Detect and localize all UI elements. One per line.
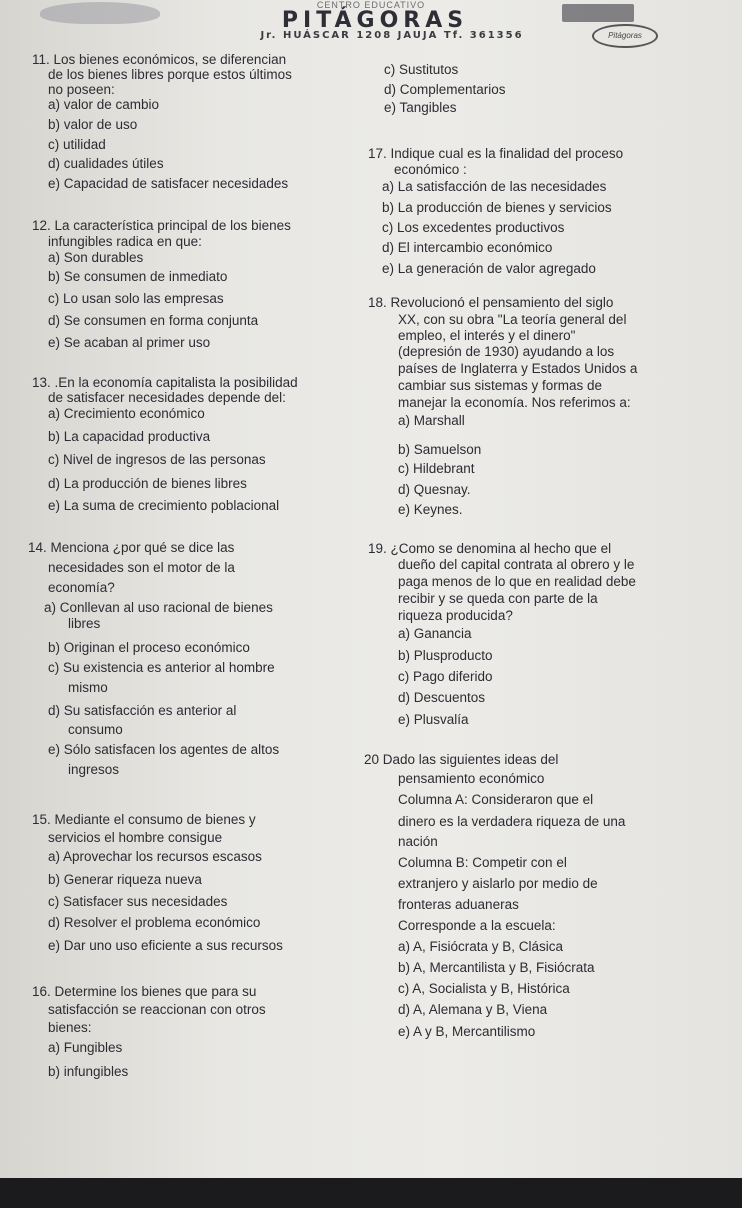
question-text-line: Columna A: Consideraron que el [398, 792, 594, 807]
answer-option: a) Son durables [48, 250, 144, 265]
question-text-line: económico : [394, 162, 467, 177]
answer-option: e) Sólo satisfacen los agentes de altos [48, 742, 280, 757]
question-text-line: satisfacción se reaccionan con otros [48, 1002, 266, 1017]
answer-option: a) Conllevan al uso racional de bienes [44, 600, 273, 615]
answer-option: b) La capacidad productiva [48, 429, 211, 444]
answer-option: b) Samuelson [398, 442, 482, 457]
answer-option: c) Sustitutos [384, 62, 459, 77]
answer-option: c) A, Socialista y B, Histórica [398, 981, 570, 996]
photo-bottom-edge [0, 1178, 742, 1208]
answer-option: e) Se acaban al primer uso [48, 335, 211, 350]
answer-option: c) Hildebrant [398, 461, 475, 476]
question-text-line: 19. ¿Como se denomina al hecho que el [368, 541, 612, 556]
question-text-line: bienes: [48, 1020, 92, 1035]
answer-option: d) La producción de bienes libres [48, 476, 247, 491]
answer-option: libres [68, 616, 101, 631]
question-text-line: dinero es la verdadera riqueza de una [398, 814, 626, 829]
question-text-line: infungibles radica en que: [48, 234, 202, 249]
answer-option: d) Quesnay. [398, 482, 471, 497]
question-text-line: Corresponde a la escuela: [398, 918, 556, 933]
answer-option: e) Capacidad de satisfacer necesidades [48, 176, 289, 191]
school-address: Jr. HUÁSCAR 1208 JAUJA Tf. 361356 [260, 30, 524, 41]
answer-option: a) Fungibles [48, 1040, 123, 1055]
question-text-line: XX, con su obra "La teoría general del [398, 312, 627, 327]
school-title: PITÁGORAS [281, 8, 469, 33]
answer-option: d) cualidades útiles [48, 156, 164, 171]
header-banner: CENTRO EDUCATIVO [316, 0, 426, 10]
question-text-line: 20 Dado las siguientes ideas del [364, 752, 559, 767]
answer-option: d) Su satisfacción es anterior al [48, 703, 237, 718]
answer-option: mismo [68, 680, 108, 695]
answer-option: c) Pago diferido [398, 669, 493, 684]
answer-option: d) Se consumen en forma conjunta [48, 313, 259, 328]
answer-option: a) A, Fisiócrata y B, Clásica [398, 939, 564, 954]
question-text-line: 18. Revolucionó el pensamiento del siglo [368, 295, 614, 310]
question-text-line: servicios el hombre consigue [48, 830, 223, 845]
question-text-line: riqueza producida? [398, 608, 513, 623]
answer-option: e) La suma de crecimiento poblacional [48, 498, 280, 513]
answer-option: b) A, Mercantilista y B, Fisiócrata [398, 960, 595, 975]
question-text-line: paga menos de lo que en realidad debe [398, 574, 636, 589]
answer-option: a) Crecimiento económico [48, 406, 205, 421]
answer-option: b) Generar riqueza nueva [48, 872, 202, 887]
answer-option: d) El intercambio económico [382, 240, 553, 255]
answer-option: a) Ganancia [398, 626, 472, 641]
answer-option: e) La generación de valor agregado [382, 261, 596, 276]
answer-option: consumo [68, 722, 123, 737]
question-text-line: 12. La característica principal de los bienes [32, 218, 291, 233]
question-text-line: fronteras aduaneras [398, 897, 519, 912]
answer-option: b) Se consumen de inmediato [48, 269, 228, 284]
school-seal: Pitágoras [592, 24, 658, 48]
question-text-line: 13. .En la economía capitalista la posibilidad [32, 375, 298, 390]
answer-option: e) Keynes. [398, 502, 463, 517]
question-text-line: Columna B: Competir con el [398, 855, 567, 870]
answer-option: d) A, Alemana y B, Viena [398, 1002, 548, 1017]
answer-option: b) Plusproducto [398, 648, 493, 663]
question-text-line: necesidades son el motor de la [48, 560, 235, 575]
question-text-line: 16. Determine los bienes que para su [32, 984, 257, 999]
answer-option: b) infungibles [48, 1064, 129, 1079]
answer-option: d) Descuentos [398, 690, 486, 705]
answer-option: a) Marshall [398, 413, 465, 428]
answer-option: e) A y B, Mercantilismo [398, 1024, 536, 1039]
question-text-line: nación [398, 834, 438, 849]
answer-option: c) utilidad [48, 137, 106, 152]
question-text-line: recibir y se queda con parte de la [398, 591, 598, 606]
answer-option: c) Satisfacer sus necesidades [48, 894, 228, 909]
answer-option: c) Su existencia es anterior al hombre [48, 660, 275, 675]
answer-option: d) Resolver el problema económico [48, 915, 261, 930]
answer-option: a) Aprovechar los recursos escasos [48, 849, 262, 864]
question-text-line: de los bienes libres porque estos últimos [48, 67, 292, 82]
answer-option: b) La producción de bienes y servicios [382, 200, 612, 215]
answer-option: b) Originan el proceso económico [48, 640, 250, 655]
answer-option: e) Dar uno uso eficiente a sus recursos [48, 938, 283, 953]
question-text-line: países de Inglaterra y Estados Unidos a [398, 361, 638, 376]
question-text-line: de satisfacer necesidades depende del: [48, 390, 286, 405]
question-text-line: 11. Los bienes económicos, se diferencian [32, 52, 287, 67]
question-text-line: 14. Menciona ¿por qué se dice las [28, 540, 235, 555]
question-text-line: manejar la economía. Nos referimos a: [398, 395, 631, 410]
answer-option: e) Plusvalía [398, 712, 469, 727]
question-text-line: 15. Mediante el consumo de bienes y [32, 812, 256, 827]
answer-option: c) Los excedentes productivos [382, 220, 565, 235]
answer-option: b) valor de uso [48, 117, 138, 132]
question-text-line: 17. Indique cual es la finalidad del proceso [368, 146, 624, 161]
answer-option: c) Lo usan solo las empresas [48, 291, 224, 306]
school-header [0, 0, 742, 48]
question-text-line: economía? [48, 580, 115, 595]
answer-option: ingresos [68, 762, 120, 777]
question-text-line: cambiar sus sistemas y formas de [398, 378, 603, 393]
answer-option: e) Tangibles [384, 100, 457, 115]
question-text-line: dueño del capital contrata al obrero y le [398, 557, 635, 572]
question-text-line: empleo, el interés y el dinero" [398, 328, 576, 343]
answer-option: c) Nivel de ingresos de las personas [48, 452, 266, 467]
answer-option: d) Complementarios [384, 82, 506, 97]
school-logo-right [562, 4, 634, 22]
answer-option: a) valor de cambio [48, 97, 160, 112]
question-text-line: no poseen: [48, 82, 115, 97]
question-text-line: (depresión de 1930) ayudando a los [398, 344, 615, 359]
question-text-line: extranjero y aislarlo por medio de [398, 876, 598, 891]
answer-option: a) La satisfacción de las necesidades [382, 179, 607, 194]
question-text-line: pensamiento económico [398, 771, 545, 786]
